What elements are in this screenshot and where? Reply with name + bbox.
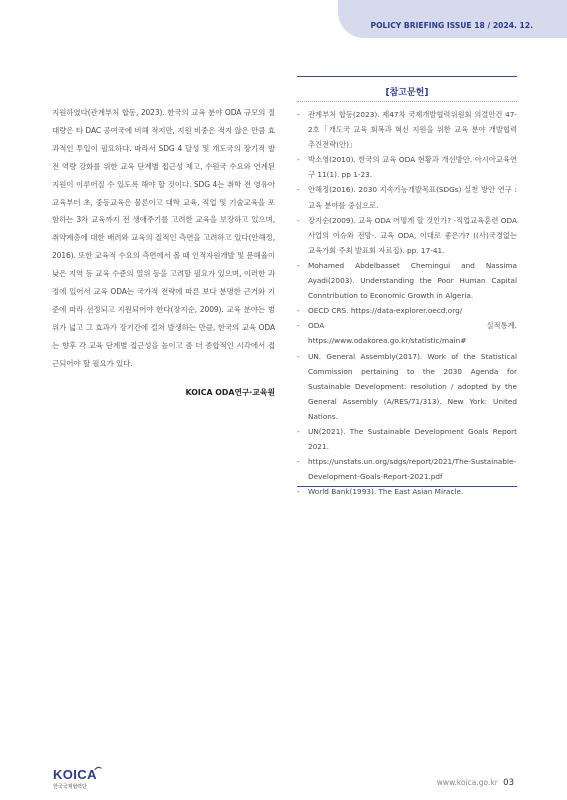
koica-swirl-icon [94, 765, 102, 773]
body-paragraph: 지원하였다(관계부처 합동, 2023). 한국의 교육 분야 ODA 규모의 절대량은 타 DAC 공여국에 비해 적지만, 지원 비중은 적지 않은 만큼 효과적인 투입이 필요하다. 따라서 SDG 4 달성 및 개도국의 장기적 발전 역량 강화를 위한 교육 단계별 접근성 제고, 수원국 수요와 연계된 지원이 이루어질 수 있도록 해야 할 것이다. SDG 4는 취학 전 영유아 교육부터 초, 중등교육은 물론이고 대학 교육, 직업 및 기술교육을 포함하는 3차 교육까지 전 생애주기를 고려한 교육을 보장하고 있으며, 취약계층에 대한 배려와 교육의 질적인 측면을 고려하고 있다(안해정, 2016). 또한 교육적 수요의 측면에서 볼 때 인적자원개발 및 문해율이 낮은 지역 등 교육 수준의 열위 등을 고려할 필요가 있으며, 이러한 과정에 있어서 교육 ODA는 국가적 전략에 따른 보다 분명한 근거와 기준에 따라 선정되고 지원되어야 한다(장지순, 2009). 교육 분야는 범위가 넓고 그 효과가 장기간에 걸쳐 발생하는 만큼, 한국의 교육 ODA는 향후 각 교육 단계별 접근성을 높이고 좀 더 종합적인 시각에서 접근되어야 할 필요가 있다. [52, 108, 275, 368]
references-title: [참고문헌] [385, 88, 429, 98]
author-credit: KOICA ODA연구·교육원 [185, 388, 275, 397]
reference-item: - UN. General Assembly(2017). Work of the Statistical Commission pertaining to the 2030 Agenda for Sustainable Development: resolution / adopted by the General Assembly (A/RES/71/313). New York: United Nations. [297, 351, 517, 421]
page-number: 03 [503, 778, 514, 788]
reference-item: - 박소영(2010). 한국의 교육 ODA 현황과 개선방안. 아시아교육연구 11(1). pp 1-23. [297, 155, 517, 180]
references-divider [297, 101, 517, 102]
references-box [297, 76, 517, 497]
koica-logo [53, 767, 97, 790]
reference-item: - 장지순(2009). 교육 ODA 어떻게 할 것인가? -직업교육훈련 ODA 사업의 이슈와 전망-. 교육 ODA, 이대로 좋은가? ((사)국경없는 교육가회 주최 발표회 자료집). pp. 17-41. [297, 215, 517, 255]
footer-url[interactable]: www.koica.go.kr [436, 778, 498, 787]
reference-item: - Mohamed Abdelbasset Chemingui and Nassima Ayadi(2003). Understanding the Poor Human Capital Conntribution to Economic Growth in Algeria. [297, 260, 517, 301]
references-list [297, 107, 517, 499]
reference-item: - World Bank(1993). The East Asian Miracle. [297, 487, 464, 497]
main-column [52, 104, 275, 373]
header-banner [338, 0, 567, 38]
reference-link[interactable]: - https://unstats.un.org/sdgs/report/2021/The-Sustainable-Development-Goals-Report-2021.pdf [297, 457, 517, 482]
reference-link[interactable]: - OECD CRS. https://data-explorer.oecd.org/ [297, 306, 463, 316]
reference-item: - 관계부처 합동(2023). 제47차 국제개발협력위원회 의결안건 47-2호「개도국 교육 회복과 혁신 지원을 위한 교육 분야 개발협력 추진전략(안)」 [297, 110, 517, 150]
logo-subtitle: 한국국제협력단 [53, 784, 87, 790]
issue-label: POLICY BRIEFING ISSUE 18 / 2024. 12. [370, 21, 533, 30]
reference-item: - 안해정(2016). 2030 지속가능개발목표(SDGs) 실천 방안 연구 : 교육 분야를 중심으로. [297, 185, 517, 210]
reference-link[interactable]: - ODA 실적통계. https://www.odakorea.go.kr/statistic/main# [297, 321, 517, 346]
page-footer [437, 778, 514, 788]
reference-item: - UN(2021). The Sustainable Development Goals Report 2021. [297, 426, 517, 452]
logo-wordmark: KOICA [53, 767, 97, 782]
